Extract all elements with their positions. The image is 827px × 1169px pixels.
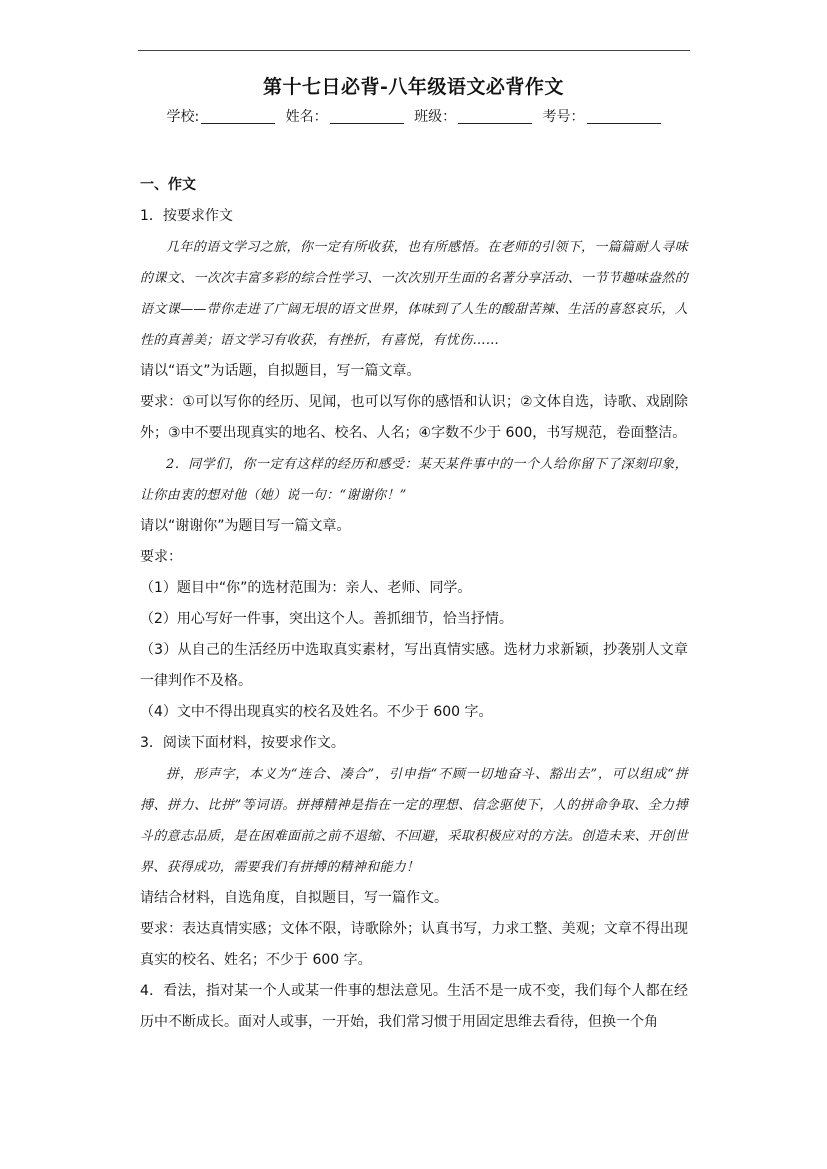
school-blank[interactable] [201, 109, 275, 124]
q3-material: 拼，形声字，本义为“连合、凑合”，引申指“不顾一切地奋斗、豁出去”，可以组成“拼搏、拼力、比拼”等词语。拼搏精神是指在一定的理想、信念驱使下，人的拼命争取、全力搏斗的意志品质，是在困难面前之前不退缩、不回避，采取积极应对的方法。创造未来、开创世界、获得成功，需要我们有拼搏的精神和能力！ [140, 767, 688, 875]
q4-text: 4．看法，指对某一个人或某一件事的想法意见。生活不是一成不变，我们每个人都在经历中不断成长。面对人或事，一开始，我们常习惯于用固定思维去看待，但换一个角 [140, 983, 688, 1030]
q2-requirement-1: （1）题目中“你”的选材范围为：亲人、老师、同学。 [140, 580, 472, 596]
q2-requirement-label: 要求： [140, 549, 182, 565]
name-field [286, 106, 404, 126]
q2-requirement-2: （2）用心写好一件事，突出这个人。善抓细节，恰当抒情。 [140, 611, 513, 627]
q3-instruction: 请结合材料，自选角度，自拟题目，写一篇作文。 [140, 890, 448, 906]
q1-material: 几年的语文学习之旅，你一定有所收获，也有所感悟。在老师的引领下，一篇篇耐人寻味的课文、一次次丰富多彩的综合性学习、一次次别开生面的名著分享活动、一节节趣味盎然的语文课——带你走进了广阔无垠的语文世界，体味到了人生的酸甜苦辣、生活的喜怒哀乐，人性的真善美；语文学习有收获，有挫折，有喜悦，有忧伤…… [140, 240, 688, 348]
school-field [166, 106, 275, 126]
class-blank[interactable] [458, 109, 532, 124]
q2-material: 2．同学们，你一定有这样的经历和感受：某天某件事中的一个人给你留下了深刻印象，让你由衷的想对他（她）说一句：“谢谢你！” [140, 457, 688, 503]
q2-requirement-3: （3）从自己的生活经历中选取真实素材，写出真情实感。选材力求新颖，抄袭别人文章一律判作不及格。 [140, 642, 688, 689]
q2-instruction: 请以“谢谢你”为题目写一篇文章。 [140, 518, 351, 534]
class-label: 班级： [414, 109, 457, 125]
q3-prompt: 3．阅读下面材料，按要求作文。 [140, 735, 345, 751]
exam-number-blank[interactable] [587, 109, 661, 124]
page-title: 第十七日必背-八年级语文必背作文 [263, 76, 564, 98]
q3-requirement: 要求：表达真情实感；文体不限，诗歌除外；认真书写，力求工整、美观；文章不得出现真实的校名、姓名；不少于 600 字。 [140, 921, 688, 968]
name-label: 姓名： [285, 109, 328, 125]
exam-number-field [543, 106, 661, 126]
q1-prompt: 1．按要求作文 [140, 208, 233, 224]
q1-instruction: 请以“语文”为话题，自拟题目，写一篇文章。 [140, 363, 421, 379]
exam-number-label: 考号： [542, 109, 585, 125]
school-label: 学校: [166, 109, 200, 125]
header-rule [138, 50, 690, 51]
name-blank[interactable] [330, 109, 404, 124]
student-info-line [0, 106, 827, 126]
q2-requirement-4: （4）文中不得出现真实的校名及姓名。不少于 600 字。 [140, 704, 493, 720]
document-body [140, 170, 688, 1038]
class-field [414, 106, 532, 126]
q1-requirement: 要求：①可以写你的经历、见闻，也可以写你的感悟和认识；②文体自选，诗歌、戏剧除外；③中不要出现真实的地名、校名、人名；④字数不少于 600，书写规范，卷面整洁。 [140, 394, 688, 441]
section-heading: 一、作文 [140, 177, 196, 193]
